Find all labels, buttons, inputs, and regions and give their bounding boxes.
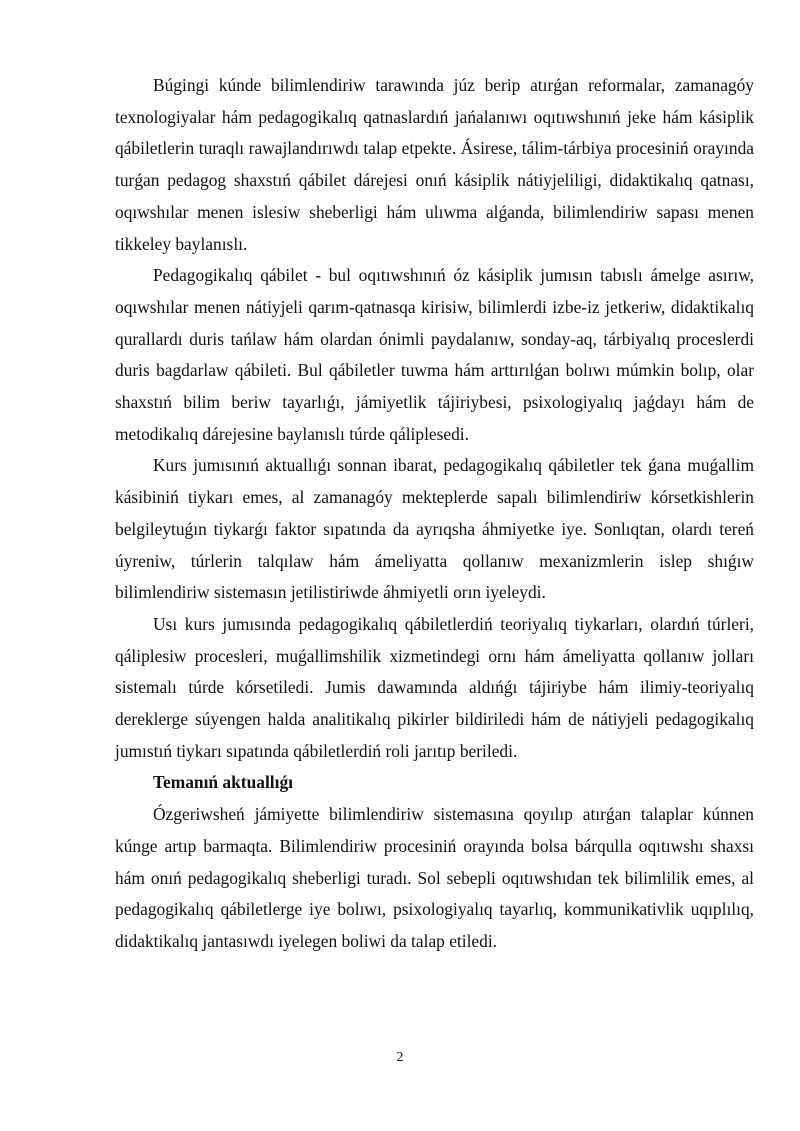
paragraph-pedagogical-ability: Pedagogikalıq qábilet - bul oqıtıwshınıń óz kásiplik jumısın tabıslı ámelge asırıw, oqıwshılar menen nátiyjeli qarım-qatnasqa kirisiw, bilimlerdi izbe-iz jetkeriw, didaktikalıq qurallardı duris tańlaw hám olardan ónimli paydalanıw, sonday-aq, tárbiyalıq proceslerdi duris bagdarlaw qábileti. Bul qábiletler tuwma hám arttırılǵan bolıwı múmkin bolıp, olar shaxstıń bilim beriw tayarlıǵı, jámiyetlik tájiriybesi, psixologiyalıq jaǵdayı hám de metodikalıq dárejesine baylanıslı túrde qáliplesedi. — [115, 265, 754, 444]
paragraph-course-relevance: Kurs jumısınıń aktuallıǵı sonnan ibarat, pedagogikalıq qábiletler tek ǵana muǵallim kásibiniń tiykarı emes, al zamanagóy mekteplerde sapalı bilimlendiriw kórsetkishlerin belgileytuǵın tiykarǵı faktor sıpatında da ayrıqsha áhmiyetke iye. Sonlıqtan, olardı tereń úyreniw, túrlerin talqılaw hám ámeliyatta qollanıw mexanizmlerin islep shıǵıw bilimlendiriw sistemasın jetilistiriwde áhmiyetli orın iyeleydi. — [115, 455, 754, 603]
paragraph-reforms: Búgingi kúnde bilimlendiriw tarawında júz berip atırǵan reformalar, zamanagóy texnologiyalar hám pedagogikalıq qatnaslardıń jańalanıwı oqıtıwshınıń jeke hám kásiplik qábiletlerin turaqlı rawajlandırıwdı talap etpekte. Ásirese, tálim-tárbiya procesiniń orayında turǵan pedagog shaxstıń qábilet dárejesi onıń kásiplik nátiyjeliligi, didaktikalıq qatnası, oqıwshılar menen islesiw sheberligi hám ulıwma alǵanda, bilimlendiriw sapası menen tikkeley baylanıslı. — [115, 75, 754, 254]
paragraph-course-content: Usı kurs jumısında pedagogikalıq qábiletlerdiń teoriyalıq tiykarları, olardıń túrleri, qáliplesiw procesleri, muǵallimshilik xizmetindegi ornı hám ámeliyatta qollanıw jolları sistemalı túrde kórsetiledi. Jumis dawamında aldıńǵı tájiriybe hám ilimiy-teoriyalıq dereklerge súyengen halda analitikalıq pikirler bildiriledi hám de nátiyjeli pedagogikalıq jumıstıń tiykarı sıpatında qábiletlerdiń roli jarıtıp beriledi. — [115, 613, 754, 761]
paragraph-changing-society: Ózgeriwsheń jámiyette bilimlendiriw sistemasına qoyılıp atırǵan talaplar kúnnen kúnge artıp barmaqta. Bilimlendiriw procesiniń orayında bolsa bárqulla oqıtıwshı shaxsı hám onıń pedagogikalıq sheberligi turadı. Sol sebepli oqıtıwshıdan tek bilimlilik emes, al pedagogikalıq qábiletlerge iye bolıwı, psixologiyalıq tayarlıq, kommunikativlik uqıplılıq, didaktikalıq jantasıwdı iyelegen boliwi da talap etiledi. — [115, 804, 754, 951]
section-heading: Temanıń aktuallıǵı — [153, 772, 293, 793]
document-page — [115, 70, 754, 958]
page-number: 2 — [396, 1050, 404, 1065]
